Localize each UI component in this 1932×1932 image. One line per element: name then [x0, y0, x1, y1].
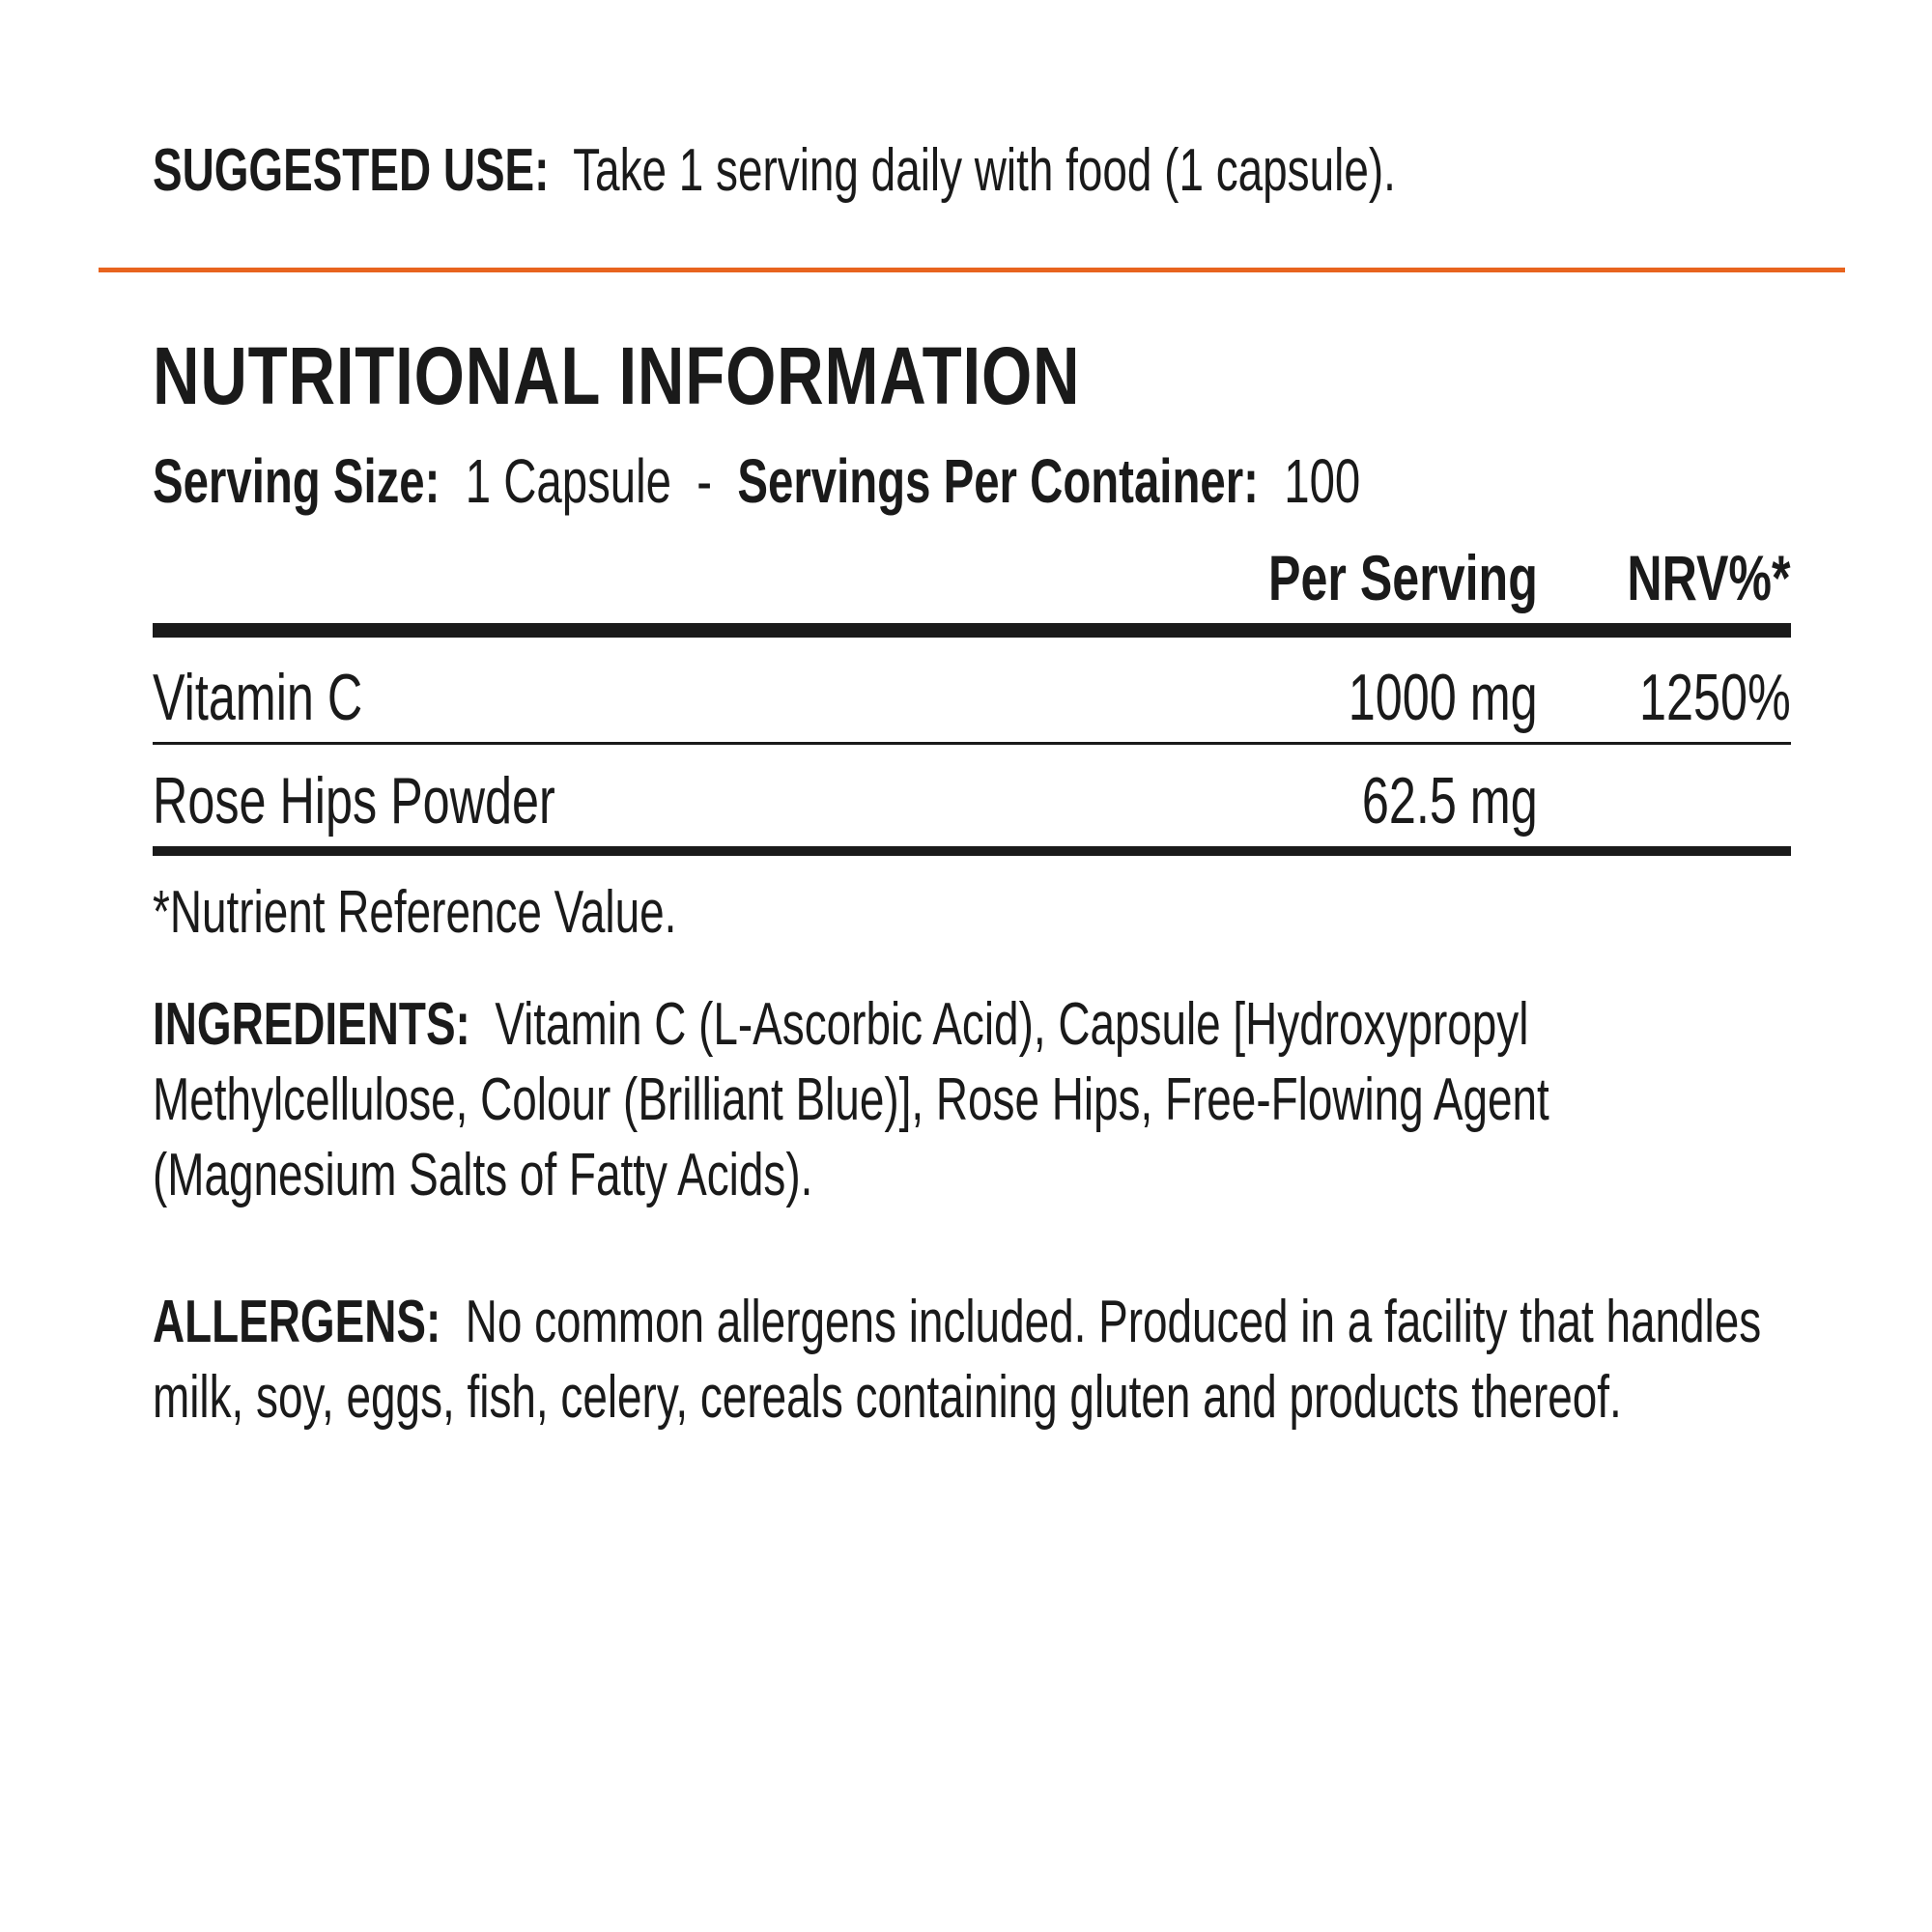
nutrition-title: NUTRITIONAL INFORMATION	[153, 330, 1081, 421]
table-row-divider	[153, 742, 1791, 745]
table-row-1-name: Vitamin C	[153, 661, 363, 734]
table-row-1-nrv: 1250%	[1639, 661, 1791, 734]
servings-per-container-value: 100	[1284, 446, 1361, 516]
allergens-line-2: milk, soy, eggs, fish, celery, cereals containing gluten and products thereof.	[153, 1364, 1622, 1431]
ingredients-line-1: Vitamin C (L-Ascorbic Acid), Capsule [Hydroxypropyl	[495, 991, 1529, 1058]
ingredients-line-2: Methylcellulose, Colour (Brilliant Blue)], Rose Hips, Free-Flowing Agent	[153, 1066, 1549, 1133]
serving-size-label: Serving Size:	[153, 446, 440, 516]
suggested-use-text: Take 1 serving daily with food (1 capsule).	[573, 137, 1396, 204]
ingredients-label: INGREDIENTS:	[153, 991, 470, 1058]
accent-divider	[99, 268, 1845, 272]
allergens-label: ALLERGENS:	[153, 1289, 441, 1355]
serving-info	[153, 446, 1785, 516]
table-row-2-name: Rose Hips Powder	[153, 764, 555, 838]
table-top-rule	[153, 623, 1791, 638]
serving-size-value: 1 Capsule	[465, 446, 671, 516]
serving-separator: -	[696, 446, 713, 516]
servings-per-container-label: Servings Per Container:	[737, 446, 1259, 516]
ingredients-line-3: (Magnesium Salts of Fatty Acids).	[153, 1142, 813, 1208]
suggested-use-label: SUGGESTED USE:	[153, 137, 550, 204]
allergens-line-1: No common allergens included. Produced in a facility that handles	[465, 1289, 1762, 1355]
suggested-use	[153, 137, 1833, 204]
nrv-footnote: *Nutrient Reference Value.	[153, 879, 677, 946]
table-bottom-rule	[153, 846, 1791, 856]
ingredients-section	[153, 987, 1932, 1213]
column-header-nrv: NRV%*	[1627, 542, 1791, 613]
table-row-1-per-serving: 1000 mg	[1349, 661, 1538, 734]
table-row-2-per-serving: 62.5 mg	[1362, 764, 1538, 838]
allergens-section	[153, 1285, 1932, 1435]
column-header-per-serving: Per Serving	[1268, 542, 1538, 613]
